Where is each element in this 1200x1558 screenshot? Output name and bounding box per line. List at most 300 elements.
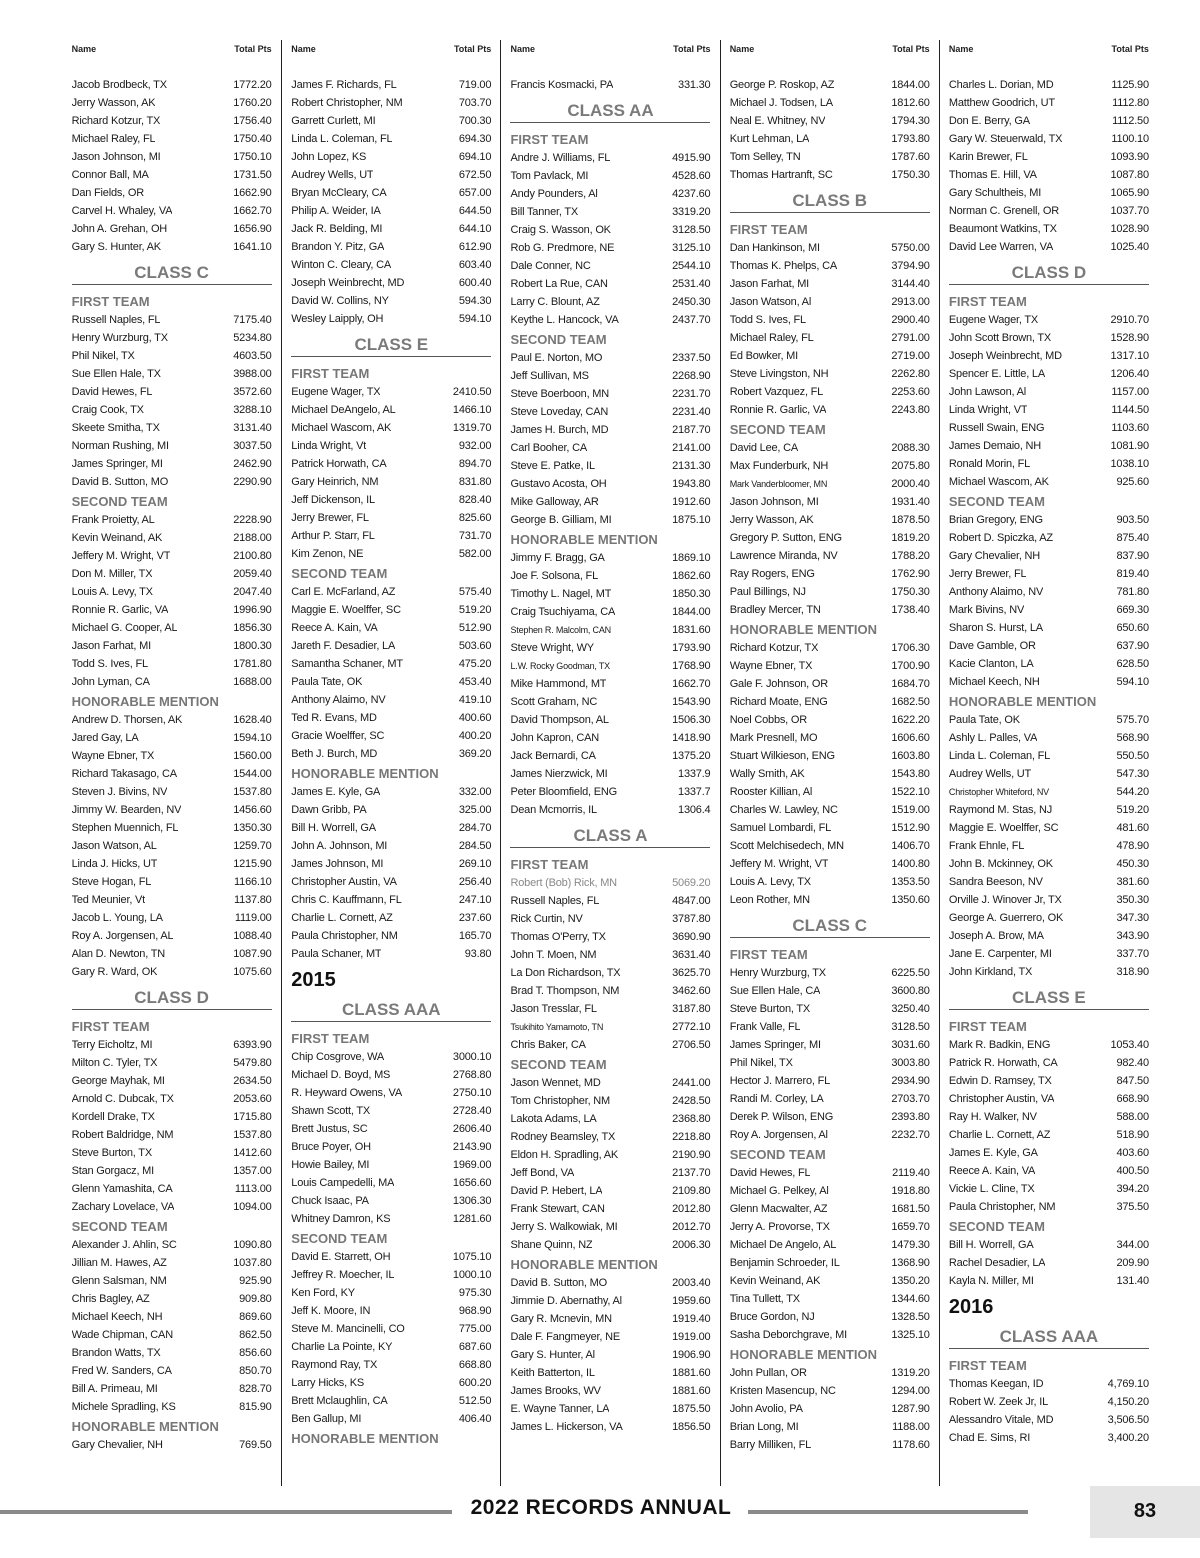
competitor-name: Gregory P. Sutton, ENG bbox=[729, 532, 842, 544]
header-name: Name bbox=[729, 44, 755, 54]
record-row bbox=[949, 783, 1149, 801]
total-points: 318.90 bbox=[1116, 966, 1149, 978]
competitor-name: Sharon S. Hurst, LA bbox=[948, 622, 1043, 634]
class-heading: CLASS AAA bbox=[291, 999, 491, 1022]
total-points: 5234.80 bbox=[233, 332, 272, 344]
competitor-name: Andy Pounders, Al bbox=[510, 188, 598, 200]
total-points: 403.60 bbox=[1116, 1147, 1149, 1159]
total-points: 1087.80 bbox=[1110, 169, 1149, 181]
record-row bbox=[291, 945, 491, 963]
competitor-name: David B. Sutton, MO bbox=[510, 1277, 607, 1289]
total-points: 1760.20 bbox=[233, 97, 272, 109]
record-row bbox=[72, 437, 272, 455]
total-points: 1325.10 bbox=[891, 1329, 930, 1341]
total-points: 4915.90 bbox=[672, 152, 711, 164]
competitor-name: David Hewes, FL bbox=[71, 386, 153, 398]
record-row bbox=[730, 493, 930, 511]
column-5 bbox=[939, 40, 1158, 1486]
competitor-name: Glenn Yamashita, CA bbox=[71, 1183, 173, 1195]
competitor-name: Ben Gallup, MI bbox=[291, 1413, 362, 1425]
total-points: 1856.50 bbox=[672, 1421, 711, 1433]
total-points: 2131.30 bbox=[672, 460, 711, 472]
total-points: 1357.00 bbox=[233, 1165, 272, 1177]
total-points: 644.10 bbox=[458, 223, 492, 235]
competitor-name: Arthur P. Starr, FL bbox=[291, 530, 375, 542]
competitor-name: Michael Wascom, AK bbox=[948, 476, 1049, 488]
total-points: 247.10 bbox=[458, 894, 492, 906]
total-points: 1075.10 bbox=[452, 1251, 492, 1263]
competitor-name: James F. Richards, FL bbox=[291, 79, 397, 91]
record-row bbox=[730, 1108, 930, 1126]
total-points: 2934.90 bbox=[891, 1075, 930, 1087]
competitor-name: Dean Mcmorris, IL bbox=[510, 804, 597, 816]
competitor-name: Dan Hankinson, MI bbox=[729, 242, 820, 254]
competitor-name: Joe F. Solsona, FL bbox=[510, 570, 598, 582]
total-points: 2437.70 bbox=[672, 314, 711, 326]
competitor-name: Brian Gregory, ENG bbox=[948, 514, 1043, 526]
record-row bbox=[72, 419, 272, 437]
total-points: 2634.50 bbox=[233, 1075, 272, 1087]
competitor-name: Jeff Sullivan, MS bbox=[510, 370, 589, 382]
competitor-name: Linda Wright, VT bbox=[948, 404, 1028, 416]
record-row bbox=[291, 727, 491, 745]
total-points: 3037.50 bbox=[233, 440, 272, 452]
record-row bbox=[949, 94, 1149, 112]
total-points: 1850.30 bbox=[672, 588, 711, 600]
record-row bbox=[291, 274, 491, 292]
competitor-name: R. Heyward Owens, VA bbox=[291, 1087, 403, 1099]
competitor-name: Chip Cosgrove, WA bbox=[291, 1051, 385, 1063]
competitor-name: Jillian M. Hawes, AZ bbox=[71, 1257, 167, 1269]
competitor-name: Wade Chipman, CAN bbox=[71, 1329, 173, 1341]
total-points: 1812.60 bbox=[891, 97, 930, 109]
total-points: 3125.10 bbox=[672, 242, 711, 254]
competitor-name: David W. Collins, NY bbox=[291, 295, 389, 307]
record-row bbox=[291, 509, 491, 527]
total-points: 256.40 bbox=[458, 876, 492, 888]
class-heading: CLASS D bbox=[949, 262, 1149, 285]
total-points: 1762.90 bbox=[891, 568, 930, 580]
record-row bbox=[949, 1144, 1149, 1162]
record-row bbox=[949, 1162, 1149, 1180]
record-row bbox=[291, 927, 491, 945]
header-name: Name bbox=[71, 44, 97, 54]
record-row bbox=[510, 1310, 710, 1328]
competitor-name: Gustavo Acosta, OH bbox=[510, 478, 607, 490]
record-row bbox=[730, 1418, 930, 1436]
total-points: 2772.10 bbox=[672, 1021, 711, 1033]
record-row bbox=[510, 1292, 710, 1310]
competitor-name: Craig S. Wasson, OK bbox=[510, 224, 611, 236]
record-row bbox=[291, 130, 491, 148]
competitor-name: Raymond M. Stas, NJ bbox=[948, 804, 1053, 816]
competitor-name: Maggie E. Woelffer, SC bbox=[948, 822, 1059, 834]
competitor-name: Tom Selley, TN bbox=[729, 151, 801, 163]
total-points: 1103.60 bbox=[1111, 422, 1149, 434]
competitor-name: Edwin D. Ramsey, TX bbox=[948, 1075, 1052, 1087]
total-points: 2053.60 bbox=[233, 1093, 272, 1105]
record-row bbox=[510, 1146, 710, 1164]
competitor-name: Norman C. Grenell, OR bbox=[948, 205, 1059, 217]
record-row bbox=[730, 1272, 930, 1290]
record-row bbox=[949, 184, 1149, 202]
competitor-name: Max Funderburk, NH bbox=[729, 460, 829, 472]
total-points: 982.40 bbox=[1116, 1057, 1149, 1069]
competitor-name: Glenn Macwalter, AZ bbox=[729, 1203, 828, 1215]
total-points: 925.60 bbox=[1116, 476, 1149, 488]
competitor-name: Rick Curtin, NV bbox=[510, 913, 583, 925]
competitor-name: Gary R. Mcnevin, MN bbox=[510, 1313, 612, 1325]
record-row bbox=[730, 1400, 930, 1418]
total-points: 2059.40 bbox=[233, 568, 272, 580]
competitor-name: Stephen Muennich, FL bbox=[71, 822, 179, 834]
record-row bbox=[730, 529, 930, 547]
competitor-name: David Lee, CA bbox=[729, 442, 799, 454]
team-heading: FIRST TEAM bbox=[948, 1019, 1027, 1034]
competitor-name: Jeffrey R. Moecher, IL bbox=[291, 1269, 395, 1281]
total-points: 3031.60 bbox=[891, 1039, 930, 1051]
total-points: 2531.40 bbox=[672, 278, 711, 290]
total-points: 512.50 bbox=[458, 1395, 492, 1407]
competitor-name: Frank Ehnle, FL bbox=[948, 840, 1025, 852]
record-row bbox=[72, 1362, 272, 1380]
competitor-name: Dan Fields, OR bbox=[71, 187, 144, 199]
record-row bbox=[949, 1090, 1149, 1108]
record-row bbox=[510, 765, 710, 783]
competitor-name: Ray Rogers, ENG bbox=[729, 568, 815, 580]
team-heading: SECOND TEAM bbox=[510, 332, 607, 347]
competitor-name: Raymond Ray, TX bbox=[291, 1359, 378, 1371]
competitor-name: Roy A. Jorgensen, AL bbox=[71, 930, 174, 942]
competitor-name: Jerry Brewer, FL bbox=[948, 568, 1027, 580]
total-points: 2706.50 bbox=[672, 1039, 711, 1051]
total-points: 1878.50 bbox=[891, 514, 930, 526]
competitor-name: Keith Batterton, IL bbox=[510, 1367, 595, 1379]
column-4 bbox=[720, 40, 939, 1486]
record-row bbox=[72, 311, 272, 329]
record-row bbox=[949, 1180, 1149, 1198]
total-points: 1317.10 bbox=[1110, 350, 1149, 362]
total-points: 1969.00 bbox=[452, 1159, 492, 1171]
total-points: 2290.90 bbox=[233, 476, 272, 488]
record-row bbox=[510, 385, 710, 403]
total-points: 3690.90 bbox=[672, 931, 711, 943]
total-points: 1606.60 bbox=[891, 732, 930, 744]
record-row bbox=[949, 945, 1149, 963]
competitor-name: Rachel Desadier, LA bbox=[948, 1257, 1046, 1269]
total-points: 2012.80 bbox=[672, 1203, 711, 1215]
record-row bbox=[730, 329, 930, 347]
column-header bbox=[949, 40, 1149, 76]
team-heading: HONORABLE MENTION bbox=[71, 694, 219, 709]
competitor-name: David P. Hebert, LA bbox=[510, 1185, 603, 1197]
total-points: 775.00 bbox=[458, 1323, 492, 1335]
record-row bbox=[510, 892, 710, 910]
competitor-name: James E. Kyle, GA bbox=[948, 1147, 1038, 1159]
total-points: 1750.10 bbox=[233, 151, 272, 163]
competitor-name: L.W. Rocky Goodman, TX bbox=[510, 661, 610, 671]
record-row bbox=[730, 675, 930, 693]
total-points: 2268.90 bbox=[672, 370, 711, 382]
competitor-name: Ray H. Walker, NV bbox=[948, 1111, 1037, 1123]
total-points: 1787.60 bbox=[891, 151, 930, 163]
competitor-name: John T. Moen, NM bbox=[510, 949, 597, 961]
record-row bbox=[730, 819, 930, 837]
total-points: 825.60 bbox=[458, 512, 492, 524]
record-row bbox=[949, 148, 1149, 166]
competitor-name: Steve E. Patke, IL bbox=[510, 460, 595, 472]
record-row bbox=[730, 1000, 930, 1018]
record-row bbox=[291, 202, 491, 220]
record-row bbox=[510, 1364, 710, 1382]
team-heading: SECOND TEAM bbox=[510, 1057, 607, 1072]
competitor-name: Christopher Austin, VA bbox=[948, 1093, 1055, 1105]
competitor-name: Gary Schultheis, MI bbox=[948, 187, 1042, 199]
competitor-name: Louis A. Levy, TX bbox=[729, 876, 811, 888]
competitor-name: Jeff Bond, VA bbox=[510, 1167, 575, 1179]
total-points: 1287.90 bbox=[891, 1403, 930, 1415]
record-row bbox=[730, 1290, 930, 1308]
team-heading: SECOND TEAM bbox=[291, 566, 388, 581]
competitor-name: Brett Mclaughlin, CA bbox=[291, 1395, 388, 1407]
total-points: 1869.10 bbox=[672, 552, 711, 564]
competitor-name: Philip A. Weider, IA bbox=[291, 205, 381, 217]
competitor-name: Jason Watson, Al bbox=[729, 296, 812, 308]
competitor-name: Ashly L. Palles, VA bbox=[948, 732, 1038, 744]
record-row bbox=[510, 1382, 710, 1400]
competitor-name: Christopher Whiteford, NV bbox=[948, 787, 1049, 797]
record-row bbox=[72, 1198, 272, 1216]
record-row bbox=[730, 873, 930, 891]
total-points: 3572.60 bbox=[233, 386, 272, 398]
total-points: 2791.00 bbox=[891, 332, 930, 344]
competitor-name: Steve Burton, TX bbox=[71, 1147, 152, 1159]
competitor-name: Dawn Gribb, PA bbox=[291, 804, 367, 816]
competitor-name: Andre J. Williams, FL bbox=[510, 152, 611, 164]
record-row bbox=[949, 76, 1149, 94]
record-row bbox=[949, 311, 1149, 329]
total-points: 2337.50 bbox=[672, 352, 711, 364]
record-row bbox=[730, 1364, 930, 1382]
competitor-name: Kim Zenon, NE bbox=[291, 548, 364, 560]
competitor-name: Howie Bailey, MI bbox=[291, 1159, 370, 1171]
record-row bbox=[949, 1236, 1149, 1254]
record-row bbox=[949, 855, 1149, 873]
total-points: 1831.60 bbox=[672, 624, 711, 636]
total-points: 1684.70 bbox=[891, 678, 930, 690]
record-row bbox=[510, 928, 710, 946]
total-points: 1662.70 bbox=[233, 205, 272, 217]
total-points: 1881.60 bbox=[672, 1367, 711, 1379]
total-points: 1603.80 bbox=[891, 750, 930, 762]
competitor-name: Mark Presnell, MO bbox=[729, 732, 818, 744]
total-points: 2228.90 bbox=[233, 514, 272, 526]
record-row bbox=[72, 583, 272, 601]
competitor-name: Michael G. Cooper, AL bbox=[71, 622, 178, 634]
class-heading: CLASS D bbox=[72, 987, 272, 1010]
competitor-name: Spencer E. Little, LA bbox=[948, 368, 1045, 380]
total-points: 1628.40 bbox=[233, 714, 272, 726]
record-row bbox=[72, 455, 272, 473]
total-points: 1656.60 bbox=[452, 1177, 492, 1189]
competitor-name: Michael J. Todsen, LA bbox=[729, 97, 833, 109]
competitor-name: Arnold C. Dubcak, TX bbox=[71, 1093, 174, 1105]
column-header bbox=[291, 40, 491, 76]
record-row bbox=[949, 1272, 1149, 1290]
record-row bbox=[730, 1090, 930, 1108]
record-row bbox=[510, 621, 710, 639]
record-row bbox=[72, 837, 272, 855]
total-points: 600.40 bbox=[458, 277, 492, 289]
record-row bbox=[510, 1346, 710, 1364]
record-row bbox=[72, 729, 272, 747]
competitor-name: John Kirkland, TX bbox=[948, 966, 1033, 978]
total-points: 2088.30 bbox=[891, 442, 930, 454]
team-heading: FIRST TEAM bbox=[948, 294, 1027, 309]
total-points: 932.00 bbox=[458, 440, 492, 452]
record-row bbox=[510, 257, 710, 275]
competitor-name: Richard Kotzur, TX bbox=[729, 642, 819, 654]
column-header bbox=[730, 40, 930, 76]
competitor-name: Lakota Adams, LA bbox=[510, 1113, 597, 1125]
competitor-name: Michael Keech, NH bbox=[948, 676, 1040, 688]
team-heading: FIRST TEAM bbox=[291, 1031, 370, 1046]
record-row bbox=[72, 1436, 272, 1454]
competitor-name: Craig Tsuchiyama, CA bbox=[510, 606, 616, 618]
total-points: 1594.10 bbox=[233, 732, 272, 744]
total-points: 3003.80 bbox=[891, 1057, 930, 1069]
record-row bbox=[291, 1410, 491, 1428]
record-row bbox=[949, 655, 1149, 673]
total-points: 93.80 bbox=[464, 948, 492, 960]
competitor-name: Don E. Berry, GA bbox=[948, 115, 1030, 127]
record-row bbox=[730, 1326, 930, 1344]
competitor-name: John A. Johnson, MI bbox=[291, 840, 388, 852]
competitor-name: Patrick Horwath, CA bbox=[291, 458, 387, 470]
competitor-name: Kevin Weinand, AK bbox=[71, 532, 163, 544]
competitor-name: Michael DeAngelo, AL bbox=[291, 404, 396, 416]
total-points: 1350.60 bbox=[891, 894, 930, 906]
competitor-name: Chris Bagley, AZ bbox=[71, 1293, 150, 1305]
total-points: 1081.90 bbox=[1110, 440, 1149, 452]
team-heading: FIRST TEAM bbox=[729, 947, 808, 962]
competitor-name: David Thompson, AL bbox=[510, 714, 609, 726]
total-points: 1750.40 bbox=[233, 133, 272, 145]
competitor-name: James Brooks, WV bbox=[510, 1385, 601, 1397]
record-row bbox=[510, 1110, 710, 1128]
total-points: 975.30 bbox=[458, 1287, 492, 1299]
record-row bbox=[730, 293, 930, 311]
record-row bbox=[291, 1320, 491, 1338]
record-row bbox=[730, 1382, 930, 1400]
total-points: 2100.80 bbox=[233, 550, 272, 562]
record-row bbox=[291, 691, 491, 709]
competitor-name: Wayne Ebner, TX bbox=[729, 660, 813, 672]
record-row bbox=[291, 1248, 491, 1266]
competitor-name: Steve Boerboon, MN bbox=[510, 388, 609, 400]
total-points: 582.00 bbox=[458, 548, 492, 560]
competitor-name: Audrey Wells, UT bbox=[291, 169, 374, 181]
record-row bbox=[730, 1072, 930, 1090]
total-points: 2231.40 bbox=[672, 406, 711, 418]
competitor-name: Frank Stewart, CAN bbox=[510, 1203, 605, 1215]
competitor-name: Michael De Angelo, AL bbox=[729, 1239, 837, 1251]
total-points: 862.50 bbox=[239, 1329, 272, 1341]
record-row bbox=[510, 1128, 710, 1146]
total-points: 847.50 bbox=[1116, 1075, 1149, 1087]
competitor-name: Jared Gay, LA bbox=[71, 732, 139, 744]
competitor-name: Chad E. Sims, RI bbox=[948, 1432, 1031, 1444]
competitor-name: Chris C. Kauffmann, FL bbox=[291, 894, 402, 906]
total-points: 4847.00 bbox=[672, 895, 711, 907]
record-row bbox=[291, 637, 491, 655]
competitor-name: Thomas Keegan, ID bbox=[948, 1378, 1044, 1390]
competitor-name: Tom Christopher, NM bbox=[510, 1095, 610, 1107]
total-points: 1094.00 bbox=[233, 1201, 272, 1213]
record-row bbox=[72, 1380, 272, 1398]
record-row bbox=[730, 1018, 930, 1036]
total-points: 4237.60 bbox=[672, 188, 711, 200]
record-row bbox=[730, 166, 930, 184]
competitor-name: Francis Kosmacki, PA bbox=[510, 79, 614, 91]
competitor-name: Brandon Watts, TX bbox=[71, 1347, 161, 1359]
record-row bbox=[730, 964, 930, 982]
competitor-name: Russell Naples, FL bbox=[510, 895, 600, 907]
column-header bbox=[72, 40, 272, 76]
record-row bbox=[291, 745, 491, 763]
competitor-name: Michele Spradling, KS bbox=[71, 1401, 176, 1413]
competitor-name: Louis A. Levy, TX bbox=[71, 586, 153, 598]
competitor-name: Whitney Damron, KS bbox=[291, 1213, 391, 1225]
total-points: 600.20 bbox=[458, 1377, 492, 1389]
total-points: 475.20 bbox=[458, 658, 492, 670]
record-row bbox=[72, 547, 272, 565]
total-points: 284.50 bbox=[458, 840, 492, 852]
total-points: 1144.50 bbox=[1111, 404, 1149, 416]
total-points: 2190.90 bbox=[672, 1149, 711, 1161]
total-points: 1038.10 bbox=[1110, 458, 1149, 470]
total-points: 694.30 bbox=[458, 133, 492, 145]
record-row bbox=[72, 855, 272, 873]
record-row bbox=[72, 1126, 272, 1144]
total-points: 1772.20 bbox=[233, 79, 272, 91]
record-row bbox=[291, 1210, 491, 1228]
competitor-name: John Avolio, PA bbox=[729, 1403, 803, 1415]
record-row bbox=[72, 112, 272, 130]
class-heading: CLASS AAA bbox=[949, 1326, 1149, 1349]
competitor-name: Sue Ellen Hale, CA bbox=[729, 985, 821, 997]
record-row bbox=[291, 1102, 491, 1120]
competitor-name: Tina Tullett, TX bbox=[729, 1293, 800, 1305]
total-points: 603.40 bbox=[458, 259, 492, 271]
competitor-name: Henry Wurzburg, TX bbox=[71, 332, 168, 344]
competitor-name: Kurt Lehman, LA bbox=[729, 133, 810, 145]
total-points: 1662.90 bbox=[233, 187, 272, 199]
total-points: 1000.10 bbox=[452, 1269, 492, 1281]
competitor-name: Jeffery M. Wright, VT bbox=[71, 550, 171, 562]
record-row bbox=[291, 545, 491, 563]
total-points: 1875.10 bbox=[672, 514, 711, 526]
record-row bbox=[730, 347, 930, 365]
total-points: 3144.40 bbox=[891, 278, 930, 290]
total-points: 1166.10 bbox=[234, 876, 272, 888]
record-row bbox=[291, 491, 491, 509]
total-points: 478.90 bbox=[1116, 840, 1149, 852]
record-row bbox=[291, 1174, 491, 1192]
competitor-name: Henry Wurzburg, TX bbox=[729, 967, 826, 979]
record-row bbox=[291, 94, 491, 112]
record-row bbox=[510, 1182, 710, 1200]
